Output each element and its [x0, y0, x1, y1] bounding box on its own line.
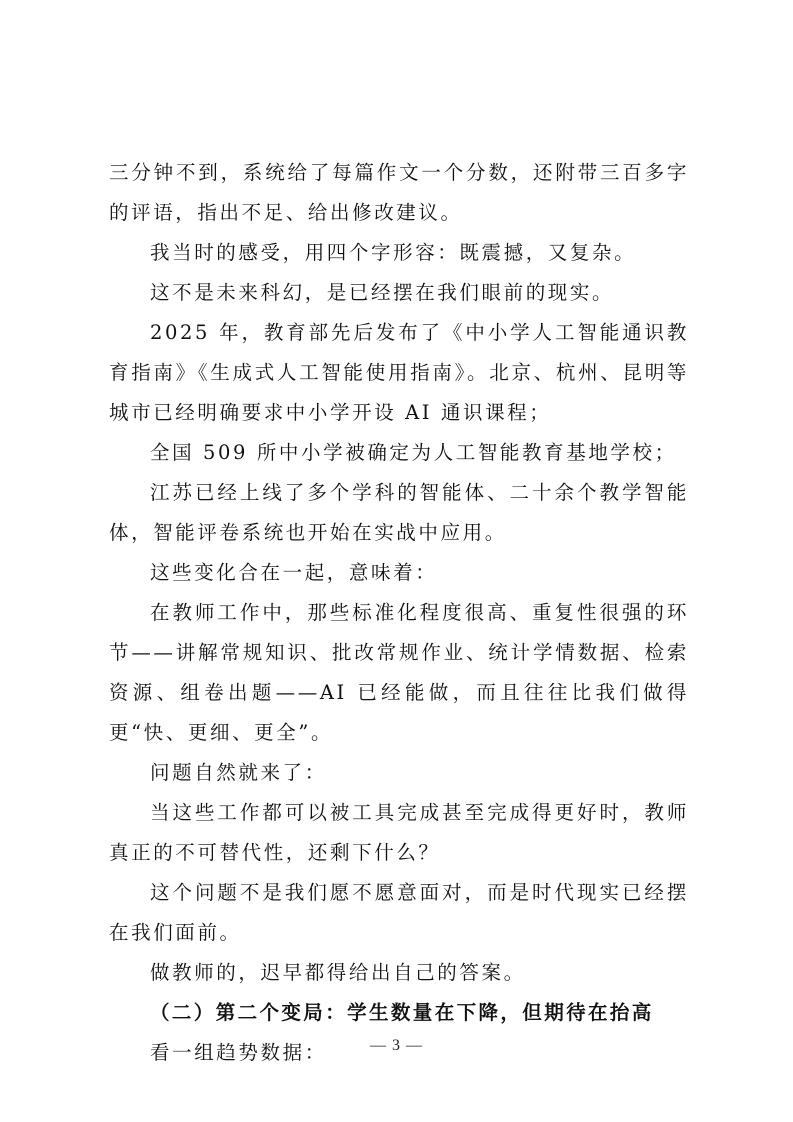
- paragraph-base-schools: 全国 509 所中小学被确定为人工智能教育基地学校；: [150, 441, 677, 464]
- paragraph-trend-data: 看一组趋势数据：: [150, 1041, 327, 1064]
- section-heading: （二）第二个变局：学生数量在下降，但期待在抬高: [150, 1001, 654, 1024]
- paragraph-policy-2025: 2025 年，教育部先后发布了《中小学人工智能通识教育指南》《生成式人工智能使用指南》。北京、杭州、昆明等城市已经明确要求中小学开设 AI 通识课程；: [109, 321, 689, 424]
- paragraph-question-arises: 问题自然就来了：: [150, 761, 327, 784]
- paragraph-teacher-work: 在教师工作中，那些标准化程度很高、重复性很强的环节——讲解常规知识、批改常规作业、统计学情数据、检索资源、组卷出题——AI 已经能做，而且往往比我们做得更“快、更细、更全”。: [109, 601, 689, 744]
- paragraph-jiangsu: 江苏已经上线了多个学科的智能体、二十余个教学智能体，智能评卷系统也开始在实战中应用。: [109, 481, 689, 544]
- paragraph-meaning: 这些变化合在一起，意味着：: [150, 561, 438, 584]
- page-number: — 3 —: [370, 1037, 423, 1054]
- paragraph-irreplaceability: 当这些工作都可以被工具完成甚至完成得更好时，教师真正的不可替代性，还剩下什么？: [109, 801, 689, 864]
- document-body: [109, 153, 689, 1073]
- paragraph-answer: 做教师的，迟早都得给出自己的答案。: [150, 961, 526, 984]
- paragraph-era-reality: 这个问题不是我们愿不愿意面对，而是时代现实已经摆在我们面前。: [109, 881, 689, 944]
- paragraph-reality: 这不是未来科幻，是已经摆在我们眼前的现实。: [150, 281, 615, 304]
- paragraph-feeling: 我当时的感受，用四个字形容：既震撼，又复杂。: [150, 241, 637, 264]
- paragraph-essay-scoring: 三分钟不到，系统给了每篇作文一个分数，还附带三百多字的评语，指出不足、给出修改建议。: [109, 161, 689, 224]
